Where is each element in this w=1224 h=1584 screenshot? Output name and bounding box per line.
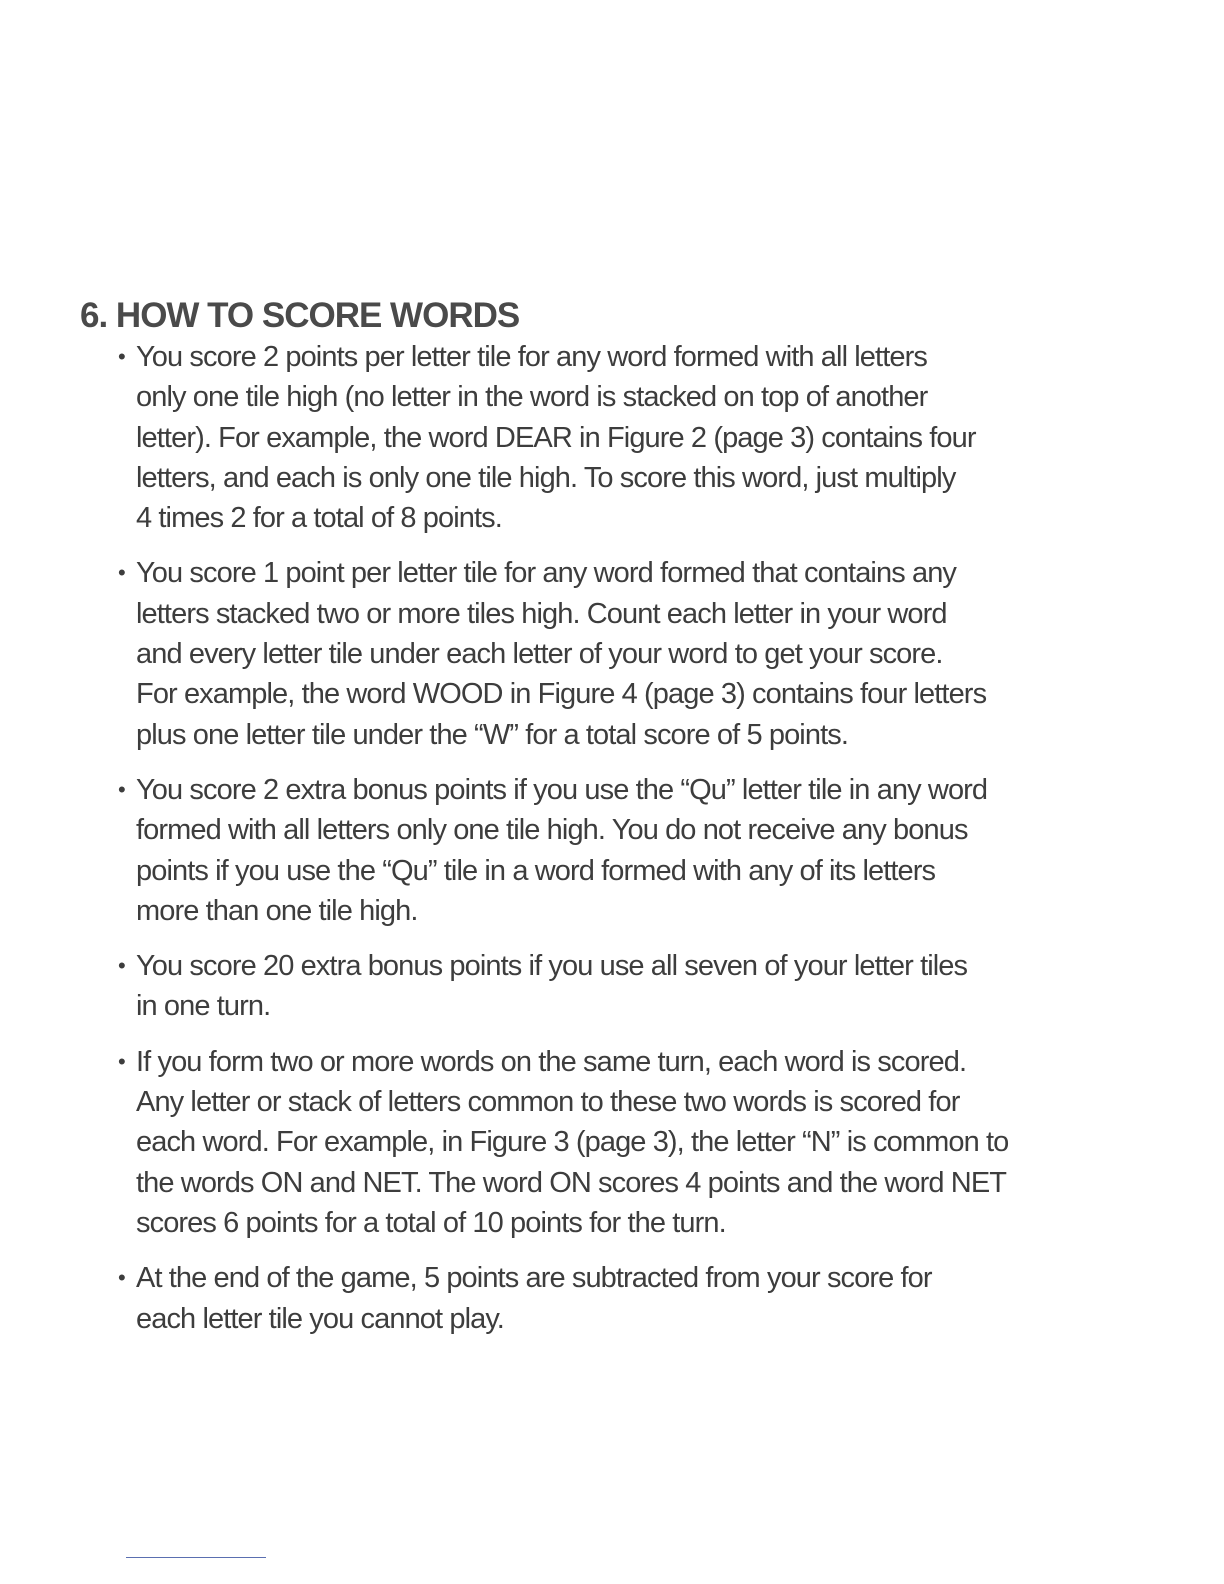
- rule-line: the words ON and NET. The word ON scores 4 points and the word NET: [136, 1166, 1007, 1199]
- rule-line: Any letter or stack of letters common to these two words is scored for: [136, 1086, 960, 1119]
- rule-line: each letter tile you cannot play.: [136, 1302, 504, 1335]
- rule-item: [116, 946, 1156, 1027]
- footer-divider: [126, 1557, 266, 1558]
- rule-line: At the end of the game, 5 points are subtracted from your score for: [136, 1262, 932, 1295]
- rule-line: points if you use the “Qu” tile in a word formed with any of its letters: [136, 854, 936, 887]
- rule-line: letter). For example, the word DEAR in Figure 2 (page 3) contains four: [136, 421, 976, 454]
- rule-line: You score 2 extra bonus points if you use the “Qu” letter tile in any word: [136, 773, 988, 806]
- rule-line: in one turn.: [136, 990, 271, 1023]
- bullet-icon: •: [118, 953, 125, 979]
- rule-line: plus one letter tile under the “W” for a total score of 5 points.: [136, 718, 848, 751]
- rule-item: [116, 337, 1156, 538]
- rule-item: [116, 770, 1156, 931]
- rule-item: [116, 1258, 1156, 1339]
- rule-line: If you form two or more words on the same turn, each word is scored.: [136, 1045, 967, 1078]
- rule-line: more than one tile high.: [136, 894, 418, 927]
- rule-line: and every letter tile under each letter of your word to get your score.: [136, 638, 943, 671]
- rule-line: letters, and each is only one tile high. To score this word, just multiply: [136, 461, 956, 494]
- rule-line: You score 1 point per letter tile for any word formed that contains any: [136, 557, 957, 590]
- bullet-icon: •: [118, 344, 125, 369]
- rule-line: letters stacked two or more tiles high. Count each letter in your word: [136, 597, 947, 630]
- bullet-icon: •: [118, 776, 125, 802]
- rule-item: [116, 553, 1156, 754]
- rule-line: You score 20 extra bonus points if you use all seven of your letter tiles: [136, 950, 968, 983]
- bullet-icon: •: [118, 1265, 125, 1291]
- bullet-icon: •: [118, 560, 125, 586]
- rule-line: each word. For example, in Figure 3 (page 3), the letter “N” is common to: [136, 1126, 1009, 1159]
- rule-line: scores 6 points for a total of 10 points for the turn.: [136, 1206, 726, 1239]
- rule-line: For example, the word WOOD in Figure 4 (page 3) contains four letters: [136, 678, 987, 711]
- rule-line: formed with all letters only one tile high. You do not receive any bonus: [136, 814, 968, 847]
- rule-line: only one tile high (no letter in the word is stacked on top of another: [136, 381, 928, 414]
- rule-line: You score 2 points per letter tile for any word formed with all letters: [136, 341, 927, 373]
- rule-line: 4 times 2 for a total of 8 points.: [136, 502, 502, 535]
- bullet-icon: •: [118, 1048, 125, 1074]
- scoring-rules-list: [116, 337, 1156, 1354]
- section-heading: 6. HOW TO SCORE WORDS: [80, 296, 520, 335]
- rule-item: [116, 1042, 1156, 1243]
